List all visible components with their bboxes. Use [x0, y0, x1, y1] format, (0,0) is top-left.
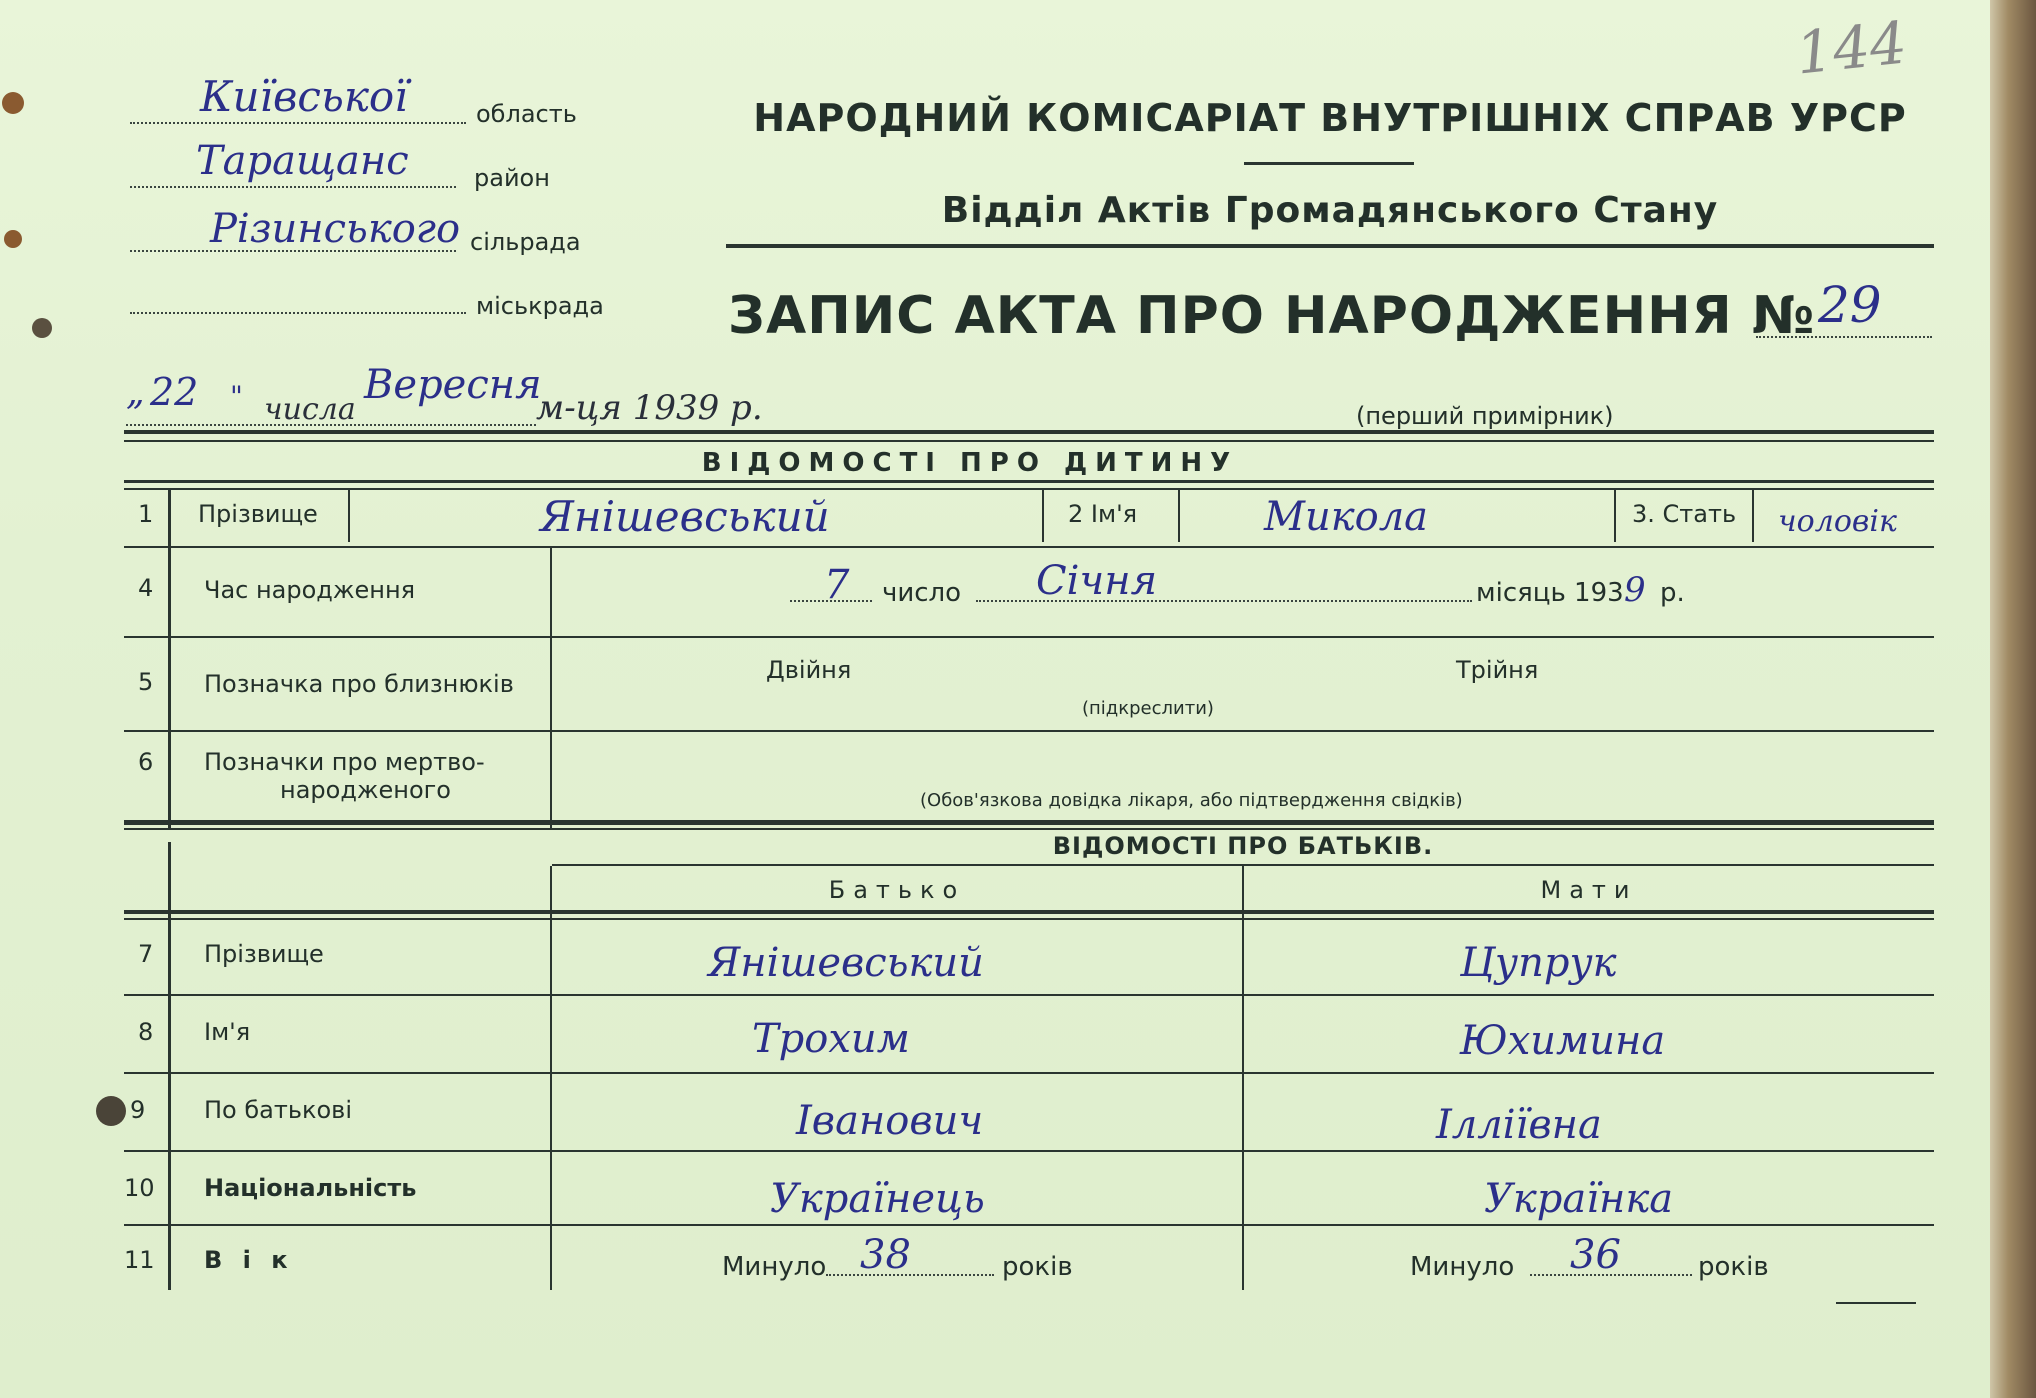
stillborn-label-line2: народженого: [280, 776, 451, 804]
date-quote-open: „: [126, 372, 145, 413]
district-underline: [130, 186, 456, 188]
punch-hole: [32, 318, 52, 338]
section-rule: [124, 828, 1934, 830]
parent-row-number: 7: [138, 940, 154, 968]
father-age-prefix: Минуло: [722, 1252, 827, 1282]
birth-month: Січня: [1036, 558, 1158, 604]
section-rule: [124, 820, 1934, 825]
city-underline: [130, 312, 466, 314]
grid-line: [1042, 490, 1044, 542]
record-title: ЗАПИС АКТА ПРО НАРОДЖЕННЯ №: [728, 286, 1816, 346]
punch-hole: [2, 92, 24, 114]
father-header: Батько: [828, 876, 966, 904]
grid-line: [124, 994, 1934, 996]
copy-note: (перший примірник): [1356, 402, 1614, 430]
date-month: Вересня: [364, 362, 542, 408]
parent-row-number: 10: [124, 1174, 155, 1202]
grid-line: [124, 730, 1934, 732]
birth-day: 7: [824, 562, 850, 608]
ministry-divider: [1244, 162, 1414, 165]
grid-line: [124, 1224, 1934, 1226]
paper-edge: [1990, 0, 2036, 1398]
birth-month-label: місяць 193: [1476, 578, 1624, 608]
section-rule: [124, 430, 1934, 434]
twins-option-triple: Трійня: [1456, 656, 1539, 684]
father-nationality: Українець: [770, 1176, 985, 1222]
child-surname-label: Прізвище: [198, 500, 318, 528]
mother-patronymic: Ілліївна: [1436, 1102, 1602, 1148]
father-patronymic: Іванович: [796, 1098, 984, 1144]
father-age-suffix: років: [1002, 1252, 1073, 1282]
twins-number: 5: [138, 668, 154, 696]
parent-row-label: Національність: [204, 1174, 417, 1202]
parents-section-title: ВІДОМОСТІ ПРО БАТЬКІВ.: [1052, 832, 1434, 860]
father-first-name: Трохим: [752, 1016, 910, 1062]
district-label: район: [474, 164, 550, 192]
archive-number: 144: [1792, 8, 1910, 88]
birth-year-suffix: р.: [1660, 578, 1685, 608]
birth-day-underline: [790, 600, 872, 602]
parent-row-number: 8: [138, 1018, 154, 1046]
village-label: сільрада: [470, 228, 581, 256]
region-underline: [130, 122, 466, 124]
mother-age-prefix: Минуло: [1410, 1252, 1515, 1282]
mother-first-name: Юхимина: [1460, 1018, 1666, 1064]
grid-line: [124, 1150, 1934, 1152]
father-age: 38: [860, 1232, 911, 1278]
grid-line: [1752, 490, 1754, 542]
village-underline: [130, 250, 456, 252]
mother-surname: Цупрук: [1460, 940, 1617, 986]
mother-nationality: Українка: [1484, 1176, 1674, 1222]
stillborn-number: 6: [138, 748, 154, 776]
grid-line: [348, 490, 350, 542]
punch-hole: [4, 230, 22, 248]
child-sex-value: чоловік: [1778, 504, 1897, 539]
date-day-label: числа: [264, 392, 356, 427]
grid-line: [168, 490, 171, 828]
mother-age: 36: [1570, 1232, 1621, 1278]
date-day: 22: [150, 370, 199, 414]
child-surname-number: 1: [138, 500, 154, 528]
department-rule: [726, 244, 1934, 248]
grid-line: [550, 866, 552, 1290]
birth-month-underline: [976, 600, 1472, 602]
child-section-title: ВІДОМОСТІ ПРО ДИТИНУ: [701, 448, 1239, 478]
section-rule: [124, 488, 1934, 490]
grid-line: [124, 1072, 1934, 1074]
city-label: міськрада: [476, 292, 604, 320]
grid-line: [1178, 490, 1180, 542]
region-value: Київської: [200, 72, 408, 121]
age-row-number: 11: [124, 1246, 155, 1274]
section-rule: [124, 480, 1934, 483]
punch-hole: [96, 1096, 126, 1126]
grid-line: [1242, 866, 1244, 1290]
mother-age-underline: [1530, 1274, 1692, 1276]
twins-label: Позначка про близнюків: [204, 670, 514, 698]
stillborn-note: (Обов'язкова довідка лікаря, або підтвердження свідків): [920, 790, 1463, 811]
district-value: Таращанс: [196, 138, 409, 184]
birth-year-digit: 9: [1624, 570, 1646, 610]
birth-number: 4: [138, 574, 154, 602]
stillborn-label-line1: Позначки про мертво-: [204, 748, 485, 776]
section-rule: [124, 440, 1934, 442]
mother-age-suffix: років: [1698, 1252, 1769, 1282]
grid-line: [550, 548, 552, 828]
parent-row-label: Прізвище: [204, 940, 324, 968]
child-name-value: Микола: [1264, 494, 1429, 540]
father-surname: Янішевський: [708, 940, 984, 986]
region-label: область: [476, 100, 577, 128]
grid-line: [1836, 1302, 1916, 1304]
record-number: 29: [1818, 276, 1882, 334]
twins-note: (підкреслити): [1082, 698, 1214, 719]
section-rule: [124, 918, 1934, 920]
mother-header: Мати: [1540, 876, 1638, 904]
grid-line: [124, 636, 1934, 638]
parent-row-number: 9: [130, 1096, 146, 1124]
section-rule: [124, 910, 1934, 914]
grid-line: [1614, 490, 1616, 542]
department-title: Відділ Актів Громадянського Стану: [941, 190, 1719, 231]
record-number-underline: [1756, 336, 1932, 338]
date-underline: [126, 424, 536, 426]
father-age-underline: [826, 1274, 994, 1276]
village-value: Різинського: [210, 206, 461, 252]
parent-row-label: По батькові: [204, 1096, 352, 1124]
child-name-label: 2 Ім'я: [1068, 500, 1138, 528]
twins-option-double: Двійня: [766, 656, 852, 684]
age-row-label: В і к: [204, 1246, 294, 1274]
ministry-title: НАРОДНИЙ КОМІСАРІАТ ВНУТРІШНІХ СПРАВ УРСР: [753, 96, 1907, 140]
grid-line: [124, 546, 1934, 548]
date-month-label: м-ця 1939 р.: [536, 388, 763, 428]
birth-label: Час народження: [204, 576, 416, 604]
child-surname-value: Янішевський: [540, 492, 830, 541]
date-quote-close: ": [230, 380, 243, 413]
child-sex-label: 3. Стать: [1632, 500, 1737, 528]
birth-day-label: число: [882, 578, 962, 608]
parent-row-label: Ім'я: [204, 1018, 251, 1046]
